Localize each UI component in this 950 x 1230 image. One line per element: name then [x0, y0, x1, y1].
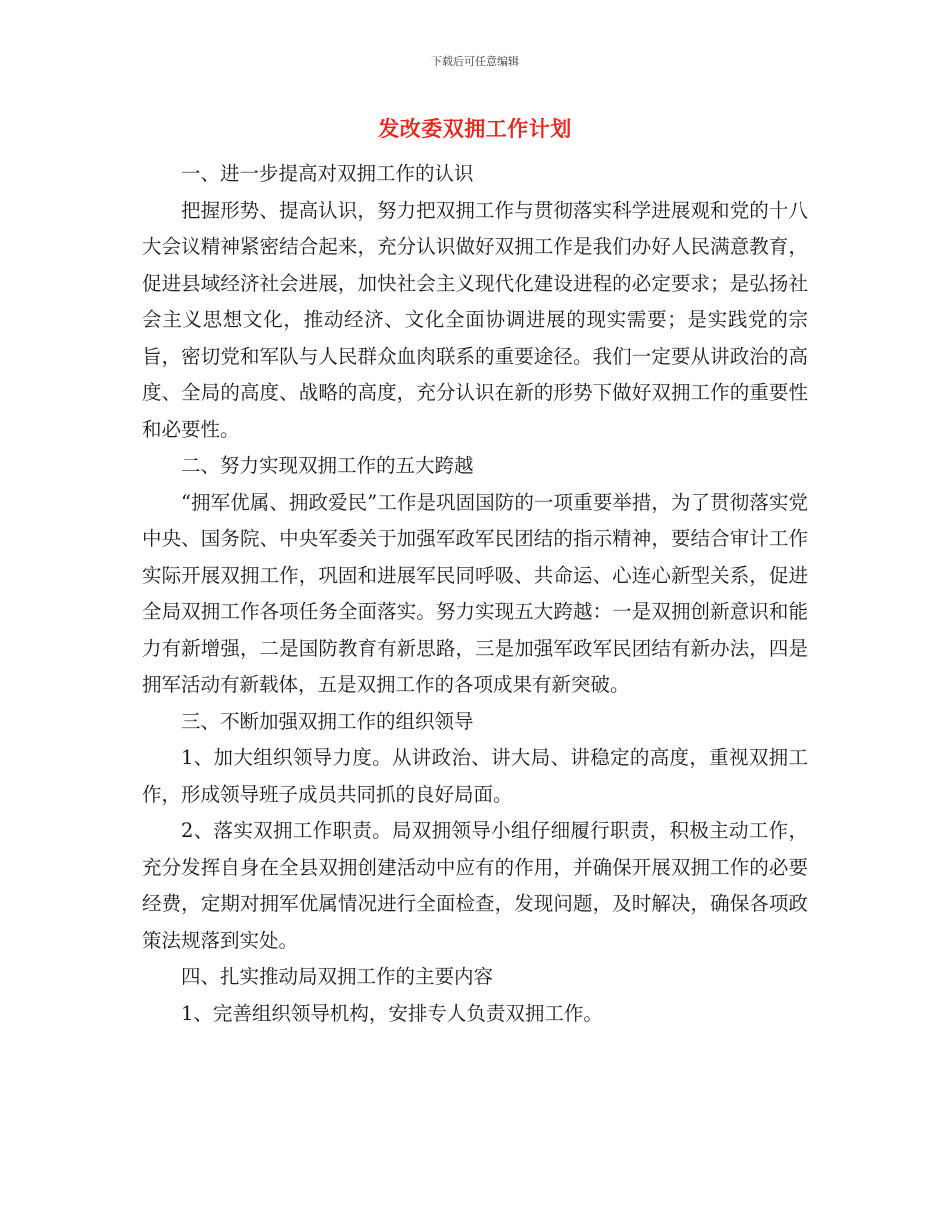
paragraph: 2、落实双拥工作职责。局双拥领导小组仔细履行职责，积极主动工作，充分发挥自身在全县双拥创建活动中应有的作用，并确保开展双拥工作的必要经费，定期对拥军优属情况进行全面检查，发现问题，及时解决，确保各项政策法规落到实处。 [142, 819, 808, 952]
section-heading: 一、进一步提高对双拥工作的认识 [181, 162, 474, 185]
document-title: 发改委双拥工作计划 [378, 117, 572, 141]
paragraph: 1、完善组织领导机构，安排专人负责双拥工作。 [181, 1001, 603, 1025]
paragraph: 把握形势、提高认识，努力把双拥工作与贯彻落实科学进展观和党的十八大会议精神紧密结合起来，充分认识做好双拥工作是我们办好人民满意教育，促进县域经济社会进展，加快社会主义现代化建设进程的必定要求；是弘扬社会主义思想文化，推动经济、文化全面协调进展的现实需要；是实践党的宗旨，密切党和军队与人民群众血肉联系的重要途径。我们一定要从讲政治的高度、全局的高度、战略的高度，充分认识在新的形势下做好双拥工作的重要性和必要性。 [142, 198, 808, 441]
paragraph: 1、加大组织领导力度。从讲政治、讲大局、讲稳定的高度，重视双拥工作，形成领导班子成员共同抓的良好局面。 [142, 746, 808, 806]
section-heading: 四、扎实推动局双拥工作的主要内容 [181, 965, 494, 988]
section-heading: 三、不断加强双拥工作的组织领导 [181, 709, 474, 733]
header-note: 下载后可任意编辑 [431, 55, 519, 68]
section-heading: 二、努力实现双拥工作的五大跨越 [181, 454, 474, 477]
paragraph: “拥军优属、拥政爱民”工作是巩固国防的一项重要举措，为了贯彻落实党中央、国务院、中央军委关于加强军政军民团结的指示精神，要结合审计工作实际开展双拥工作，巩固和进展军民同呼吸、共命运、心连心新型关系，促进全局双拥工作各项任务全面落实。努力实现五大跨越：一是双拥创新意识和能力有新增强，二是国防教育有新思路，三是加强军政军民团结有新办法，四是拥军活动有新载体，五是双拥工作的各项成果有新突破。 [142, 490, 808, 696]
document-body [142, 156, 808, 1032]
